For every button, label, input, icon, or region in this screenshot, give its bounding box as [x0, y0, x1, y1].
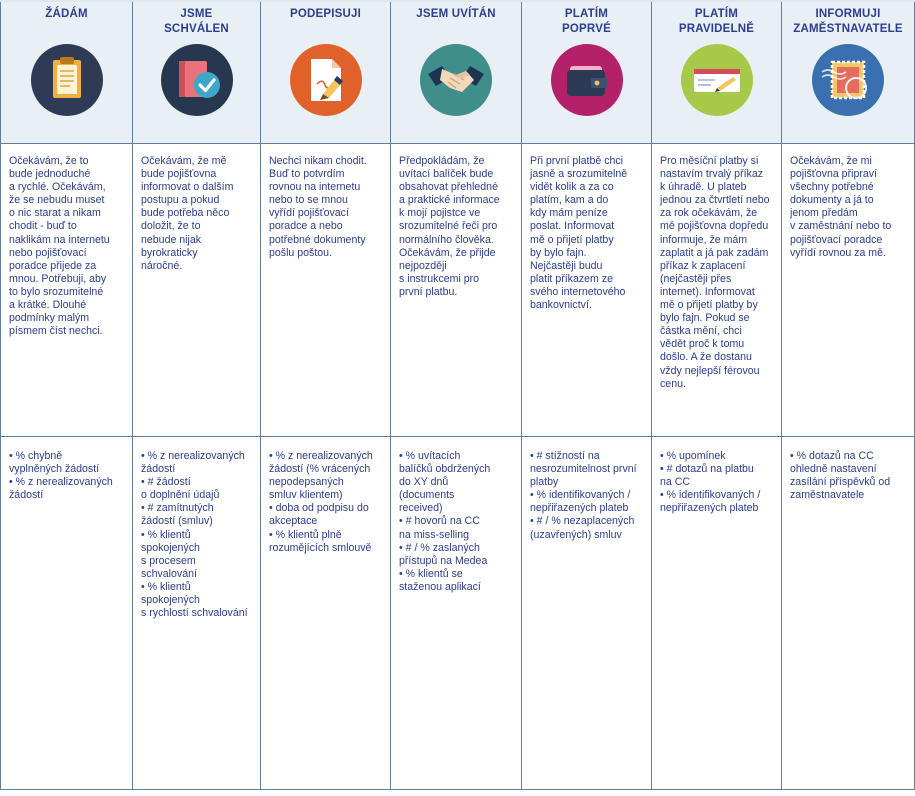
expectation-text: Očekávám, že mě bude pojišťovna informovat o dalším postupu a pokud bude potřeba něco doložit, že to nebude nijak byrokraticky náročné.	[133, 144, 261, 437]
kpi-list: • % dotazů na CC ohledně nastavení zasílání příspěvků od zaměstnavatele	[782, 437, 915, 790]
kpi-list: • % z nerealizovaných žádostí (% vrácených nepodepsaných smluv klientem) • doba od podpisu do akceptace • % klientů plně rozumějících smlouvě	[261, 437, 391, 790]
cheque-icon	[681, 44, 753, 116]
expectation-text: Pro měsíční platby si nastavím trvalý příkaz k úhradě. U plateb jednou za čtvrtletí nebo za rok očekávám, že mě pojišťovna dopředu informuje, že mám zaplatit a já pak zadám příkaz k zaplacení (nejčastěji přes internet). Informovat mě o přijetí platby by bylo fajn. Pokud se částka mění, chci vědět proč k tomu došlo. A že dostanu vždy nejlepší férovou cenu.	[652, 144, 782, 437]
stage-header-platim-pravidelne	[652, 2, 782, 144]
clipboard-icon	[31, 44, 103, 116]
approved-document-icon	[161, 44, 233, 116]
kpi-list: • # stížností na nesrozumitelnost první platby • % identifikovaných / nepřiřazených plateb • # / % nezaplacených (uzavřených) smluv	[522, 437, 652, 790]
stage-title: INFORMUJI ZAMĚSTNAVATELE	[793, 8, 903, 35]
stage-header-podepisuji	[261, 2, 391, 144]
stage-header-zadam	[0, 2, 133, 144]
stage-title: PLATÍM POPRVÉ	[562, 8, 611, 35]
stage-title: PODEPISUJI	[289, 8, 362, 20]
expectation-text: Předpokládám, že uvítací balíček bude obsahovat přehledné a praktické informace k mojí pojistce ve srozumitelné řeči pro normálního člověka. Očekávám, že přijde nejpozději s instrukcemi pro první platbu.	[391, 144, 522, 437]
handshake-icon	[420, 44, 492, 116]
stage-header-platim-poprve	[522, 2, 652, 144]
kpi-list: • % upomínek • # dotazů na platbu na CC • % identifikovaných / nepřiřazených plateb	[652, 437, 782, 790]
expectation-text: Při první platbě chci jasně a srozumitelně vidět kolik a za co platím, kam a do kdy mám peníze poslat. Informovat mě o přijetí platby by bylo fajn. Nejčastěji budu platit příkazem ze svého internetového bankovnictví.	[522, 144, 652, 437]
stage-title: JSME SCHVÁLEN	[164, 8, 229, 35]
stage-header-informuji-zamestnavatele	[782, 2, 915, 144]
expectation-text: Očekávám, že mi pojišťovna připraví všechny potřebné dokumenty a já to jenom předám v zaměstnání nebo to pojišťovací poradce vyřídí rovnou za mě.	[782, 144, 915, 437]
kpi-list: • % z nerealizovaných žádostí • # žádostí o doplnění údajů • # zamítnutých žádostí (smluv) • % klientů spokojených s procesem schvalování • % klientů spokojených s rychlostí schvalování	[133, 437, 261, 790]
signature-pen-icon	[290, 44, 362, 116]
postage-stamp-icon	[812, 44, 884, 116]
stage-header-jsme-schvalen	[133, 2, 261, 144]
kpi-list: • % uvítacích balíčků obdržených do XY dnů (documents received) • # hovorů na CC na miss-selling • # / % zaslaných přístupů na Medea • % klientů se staženou aplikací	[391, 437, 522, 790]
stage-title: ŽÁDÁM	[45, 8, 88, 20]
stage-title: JSEM UVÍTÁN	[416, 8, 496, 20]
expectation-text: Očekávám, že to bude jednoduché a rychlé. Očekávám, že se nebudu muset o nic starat a nikam chodit - buď to naklikám na internetu nebo pojišťovací poradce přijede za mnou. Potřebuji, aby to bylo srozumitelné a krátké. Dlouhé podmínky malým písmem číst nechci.	[0, 144, 133, 437]
expectation-text: Nechci nikam chodit. Buď to potvrdím rovnou na internetu nebo to se mnou vyřídí pojišťovací poradce a nebo potřebné dokumenty pošlu poštou.	[261, 144, 391, 437]
kpi-list: • % chybně vyplněných žádostí • % z nerealizovaných žádostí	[0, 437, 133, 790]
stage-title: PLATÍM PRAVIDELNĚ	[678, 8, 755, 35]
stage-header-jsem-uvitan	[391, 2, 522, 144]
wallet-icon	[551, 44, 623, 116]
